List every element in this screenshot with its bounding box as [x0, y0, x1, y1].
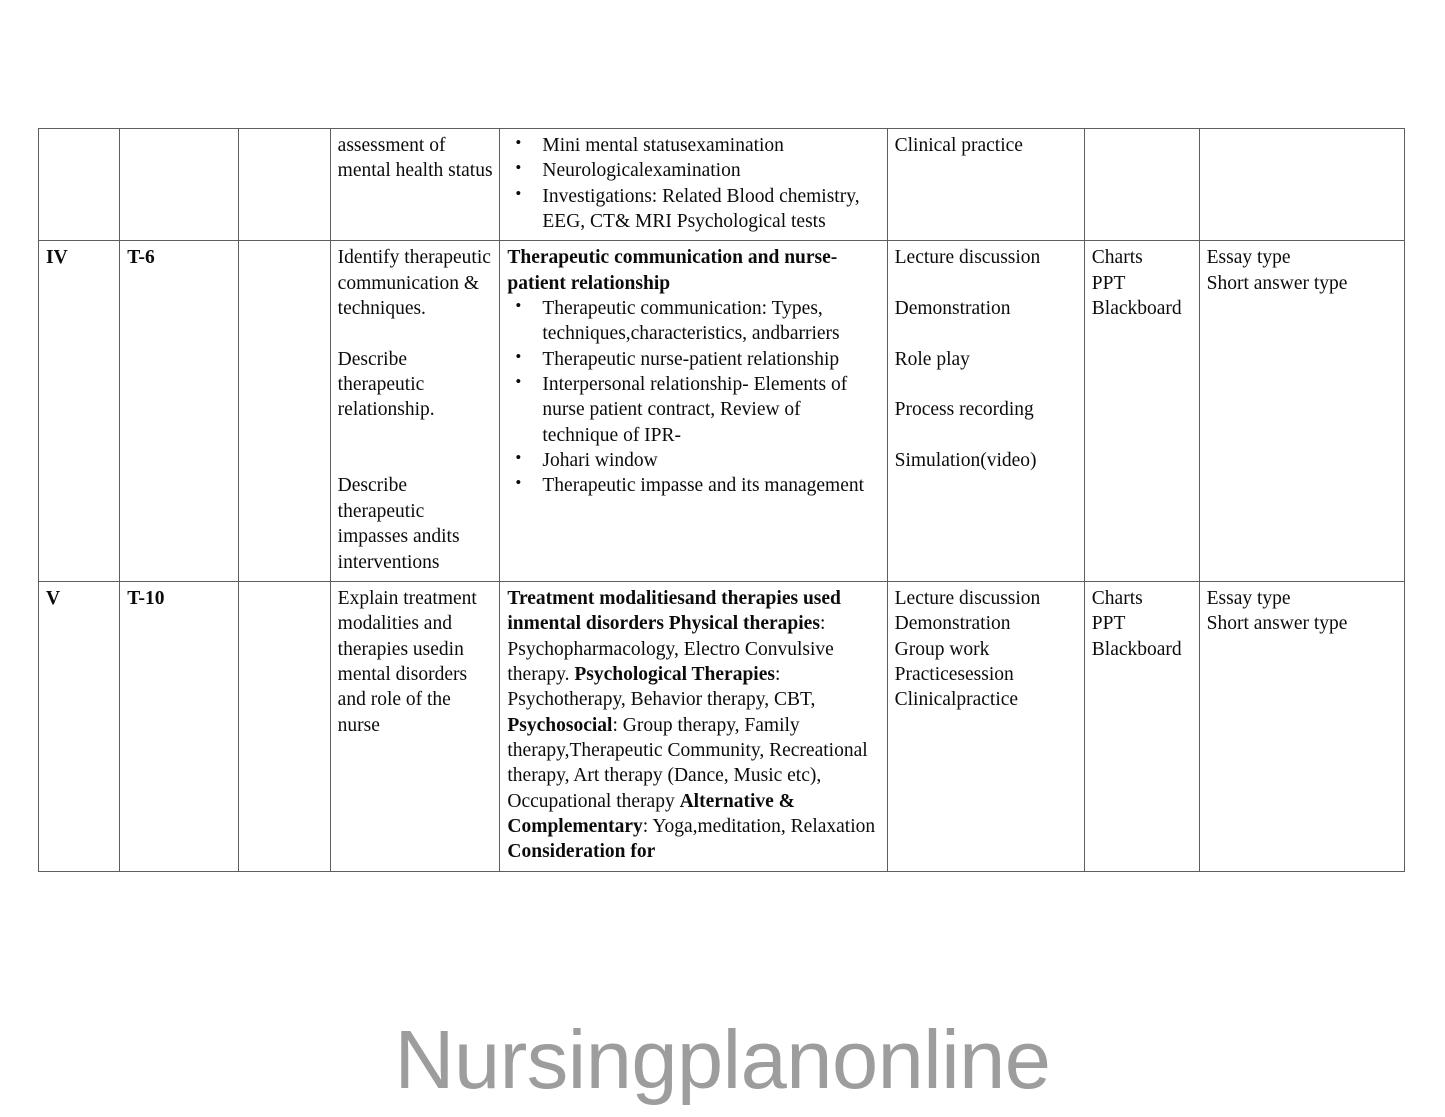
bullet-text: Investigations: Related Blood chemistry, EEG, CT& MRI Psychological tests: [542, 185, 860, 233]
method-gap: [895, 271, 1078, 296]
list-item: [507, 296, 880, 347]
method-text: Demonstration: [894, 613, 1011, 635]
objective-text: Describe therapeutic impasses andits interventions: [337, 475, 460, 573]
unit-number: V: [46, 587, 61, 609]
content-run: Psychosocial: [507, 714, 613, 736]
table-row: [39, 241, 1405, 581]
objective-gap: [338, 321, 494, 346]
content-run: Alternative & Complementary: [507, 790, 795, 837]
method-text: Role play: [894, 348, 970, 370]
bullet-text: Therapeutic nurse-patient relationship: [542, 348, 840, 370]
time-allotted: T-6: [127, 247, 155, 269]
objective-text: Explain treatment modalities and therapies usedin mental disorders and role of the nurse: [337, 587, 477, 736]
cell-unit: [39, 129, 120, 241]
content-run: : Psychotherapy, Behavior therapy, CBT,: [507, 663, 816, 711]
method-gap: [895, 423, 1078, 448]
cell-teaching-method: [887, 241, 1084, 581]
cell-content: [500, 241, 887, 581]
list-item: [507, 133, 880, 158]
list-item: [507, 372, 880, 448]
content-run: : Psychopharmacology, Electro Convulsive therapy.: [507, 613, 834, 685]
method-text: Process recording: [894, 399, 1034, 421]
list-item: [507, 473, 880, 498]
table-row: [39, 581, 1405, 871]
cell-blank: [239, 581, 330, 871]
evaluation-text: Essay type: [1206, 247, 1291, 269]
lesson-plan-table: [38, 128, 1405, 872]
list-item: [507, 158, 880, 183]
method-text: Group work: [894, 638, 990, 660]
evaluation-text: Short answer type: [1206, 613, 1348, 635]
content-run: : Group therapy, Family therapy,Therapeutic Community, Recreational therapy, Art therapy (Dance, Music etc), Occupational therapy: [507, 714, 868, 812]
aids-text: Charts: [1091, 587, 1143, 609]
method-text: Clinicalpractice: [894, 689, 1019, 711]
objective-text: assessment of mental health status: [337, 135, 493, 182]
content-heading: Therapeutic communication and nurse-patient relationship: [507, 247, 838, 294]
cell-teaching-method: [887, 581, 1084, 871]
method-text: Lecture discussion: [894, 247, 1041, 269]
content-run: Consideration for: [507, 841, 656, 863]
bullet-text: Neurologicalexamination: [542, 160, 741, 182]
bullet-text: Therapeutic communication: Types, techniques,characteristics, andbarriers: [542, 298, 840, 345]
cell-av-aids: [1084, 581, 1199, 871]
list-item: [507, 184, 880, 235]
evaluation-text: Essay type: [1206, 587, 1291, 609]
cell-teaching-method: [887, 129, 1084, 241]
aids-text: Blackboard: [1091, 638, 1182, 660]
bullet-text: Therapeutic impasse and its management: [542, 475, 865, 497]
cell-content: [500, 129, 887, 241]
cell-blank: [239, 241, 330, 581]
table-row: [39, 129, 1405, 241]
cell-time: [120, 581, 239, 871]
objective-text: Identify therapeutic communication & techniques.: [337, 247, 491, 320]
unit-number: IV: [46, 247, 68, 269]
content-run: Treatment modalitiesand therapies used inmental disorders Physical therapies: [507, 587, 841, 635]
bullet-text: Mini mental statusexamination: [542, 135, 784, 156]
list-item: [507, 448, 880, 473]
time-allotted: T-10: [127, 587, 165, 609]
objective-text: Describe therapeutic relationship.: [337, 348, 435, 421]
content-run: : Yoga,meditation, Relaxation: [642, 815, 876, 837]
cell-blank: [239, 129, 330, 241]
content-rich-text: [507, 586, 880, 865]
cell-objectives: [330, 581, 500, 871]
cell-evaluation: [1199, 129, 1404, 241]
content-run: Psychological Therapies: [574, 663, 775, 685]
list-item: [507, 347, 880, 372]
bullet-text: Interpersonal relationship- Elements of nurse patient contract, Review of technique of IPR-: [542, 374, 848, 446]
method-gap: [895, 372, 1078, 397]
cell-unit: [39, 241, 120, 581]
content-bullet-list: [507, 133, 880, 234]
watermark: Nursingplanonline: [394, 1013, 1051, 1106]
objective-gap: [338, 423, 494, 448]
method-gap: [895, 321, 1078, 346]
evaluation-text: Short answer type: [1206, 272, 1348, 294]
method-text: Lecture discussion: [894, 587, 1041, 609]
cell-objectives: [330, 241, 500, 581]
aids-text: PPT: [1091, 613, 1126, 635]
cell-av-aids: [1084, 129, 1199, 241]
cell-content: [500, 581, 887, 871]
cell-unit: [39, 581, 120, 871]
method-text: Demonstration: [894, 298, 1011, 320]
cell-evaluation: [1199, 581, 1404, 871]
cell-objectives: [330, 129, 500, 241]
content-bullet-list: [507, 296, 880, 499]
method-text: Simulation(video): [894, 450, 1037, 472]
cell-time: [120, 241, 239, 581]
aids-text: Blackboard: [1091, 298, 1182, 320]
cell-time: [120, 129, 239, 241]
method-text: Clinical practice: [894, 135, 1023, 156]
cell-evaluation: [1199, 241, 1404, 581]
cell-av-aids: [1084, 241, 1199, 581]
method-text: Practicesession: [894, 663, 1014, 685]
aids-text: PPT: [1091, 272, 1126, 294]
bullet-text: Johari window: [542, 450, 658, 472]
aids-text: Charts: [1091, 247, 1143, 269]
objective-gap: [338, 448, 494, 473]
